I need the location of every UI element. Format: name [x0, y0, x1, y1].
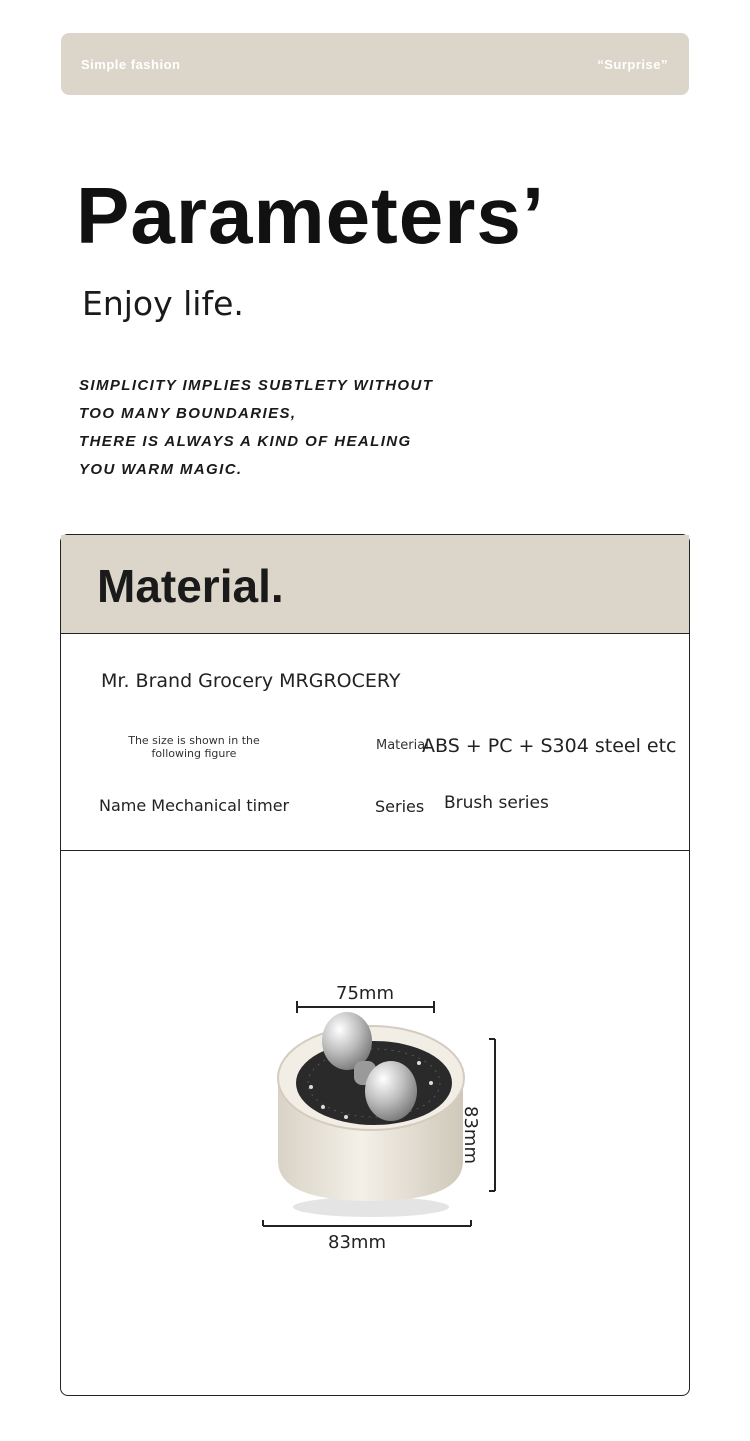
top-banner: [61, 33, 689, 95]
side-dimension-label: 83mm: [460, 1106, 481, 1164]
product-image: [61, 851, 689, 1395]
size-note: The size is shown in the following figure: [128, 734, 260, 760]
series-label: Series: [375, 797, 425, 816]
timer-body: [278, 1026, 464, 1217]
tagline-line: YOU WARM MAGIC.: [79, 461, 243, 478]
page-subtitle: Enjoy life.: [82, 284, 244, 323]
page-title: Parameters’: [76, 171, 546, 260]
tagline-line: THERE IS ALWAYS A KIND OF HEALING: [79, 433, 412, 450]
product-name: Name Mechanical timer: [99, 796, 290, 815]
material-card: [60, 534, 690, 1396]
top-dimension-label: 75mm: [336, 983, 394, 1004]
material-value: ABS + PC + S304 steel etc: [422, 735, 677, 757]
bottom-dimension-line: [263, 1220, 471, 1226]
product-dimension-figure: [61, 851, 689, 1395]
bottom-dimension-label: 83mm: [328, 1232, 386, 1253]
tagline: [79, 372, 433, 484]
material-label: Material: [376, 738, 429, 753]
tagline-line: TOO MANY BOUNDARIES,: [79, 405, 297, 422]
tagline-line: SIMPLICITY IMPLIES SUBTLETY WITHOUT: [79, 377, 434, 394]
material-card-header: [61, 535, 689, 634]
material-title: Material.: [97, 560, 284, 612]
material-info-panel: [61, 634, 689, 851]
series-value: Brush series: [444, 793, 549, 813]
brand-name: Mr. Brand Grocery MRGROCERY: [101, 670, 401, 692]
banner-left-text: Simple fashion: [81, 57, 181, 72]
banner-right-text: “Surprise”: [597, 57, 668, 72]
side-dimension-line: [489, 1039, 495, 1191]
